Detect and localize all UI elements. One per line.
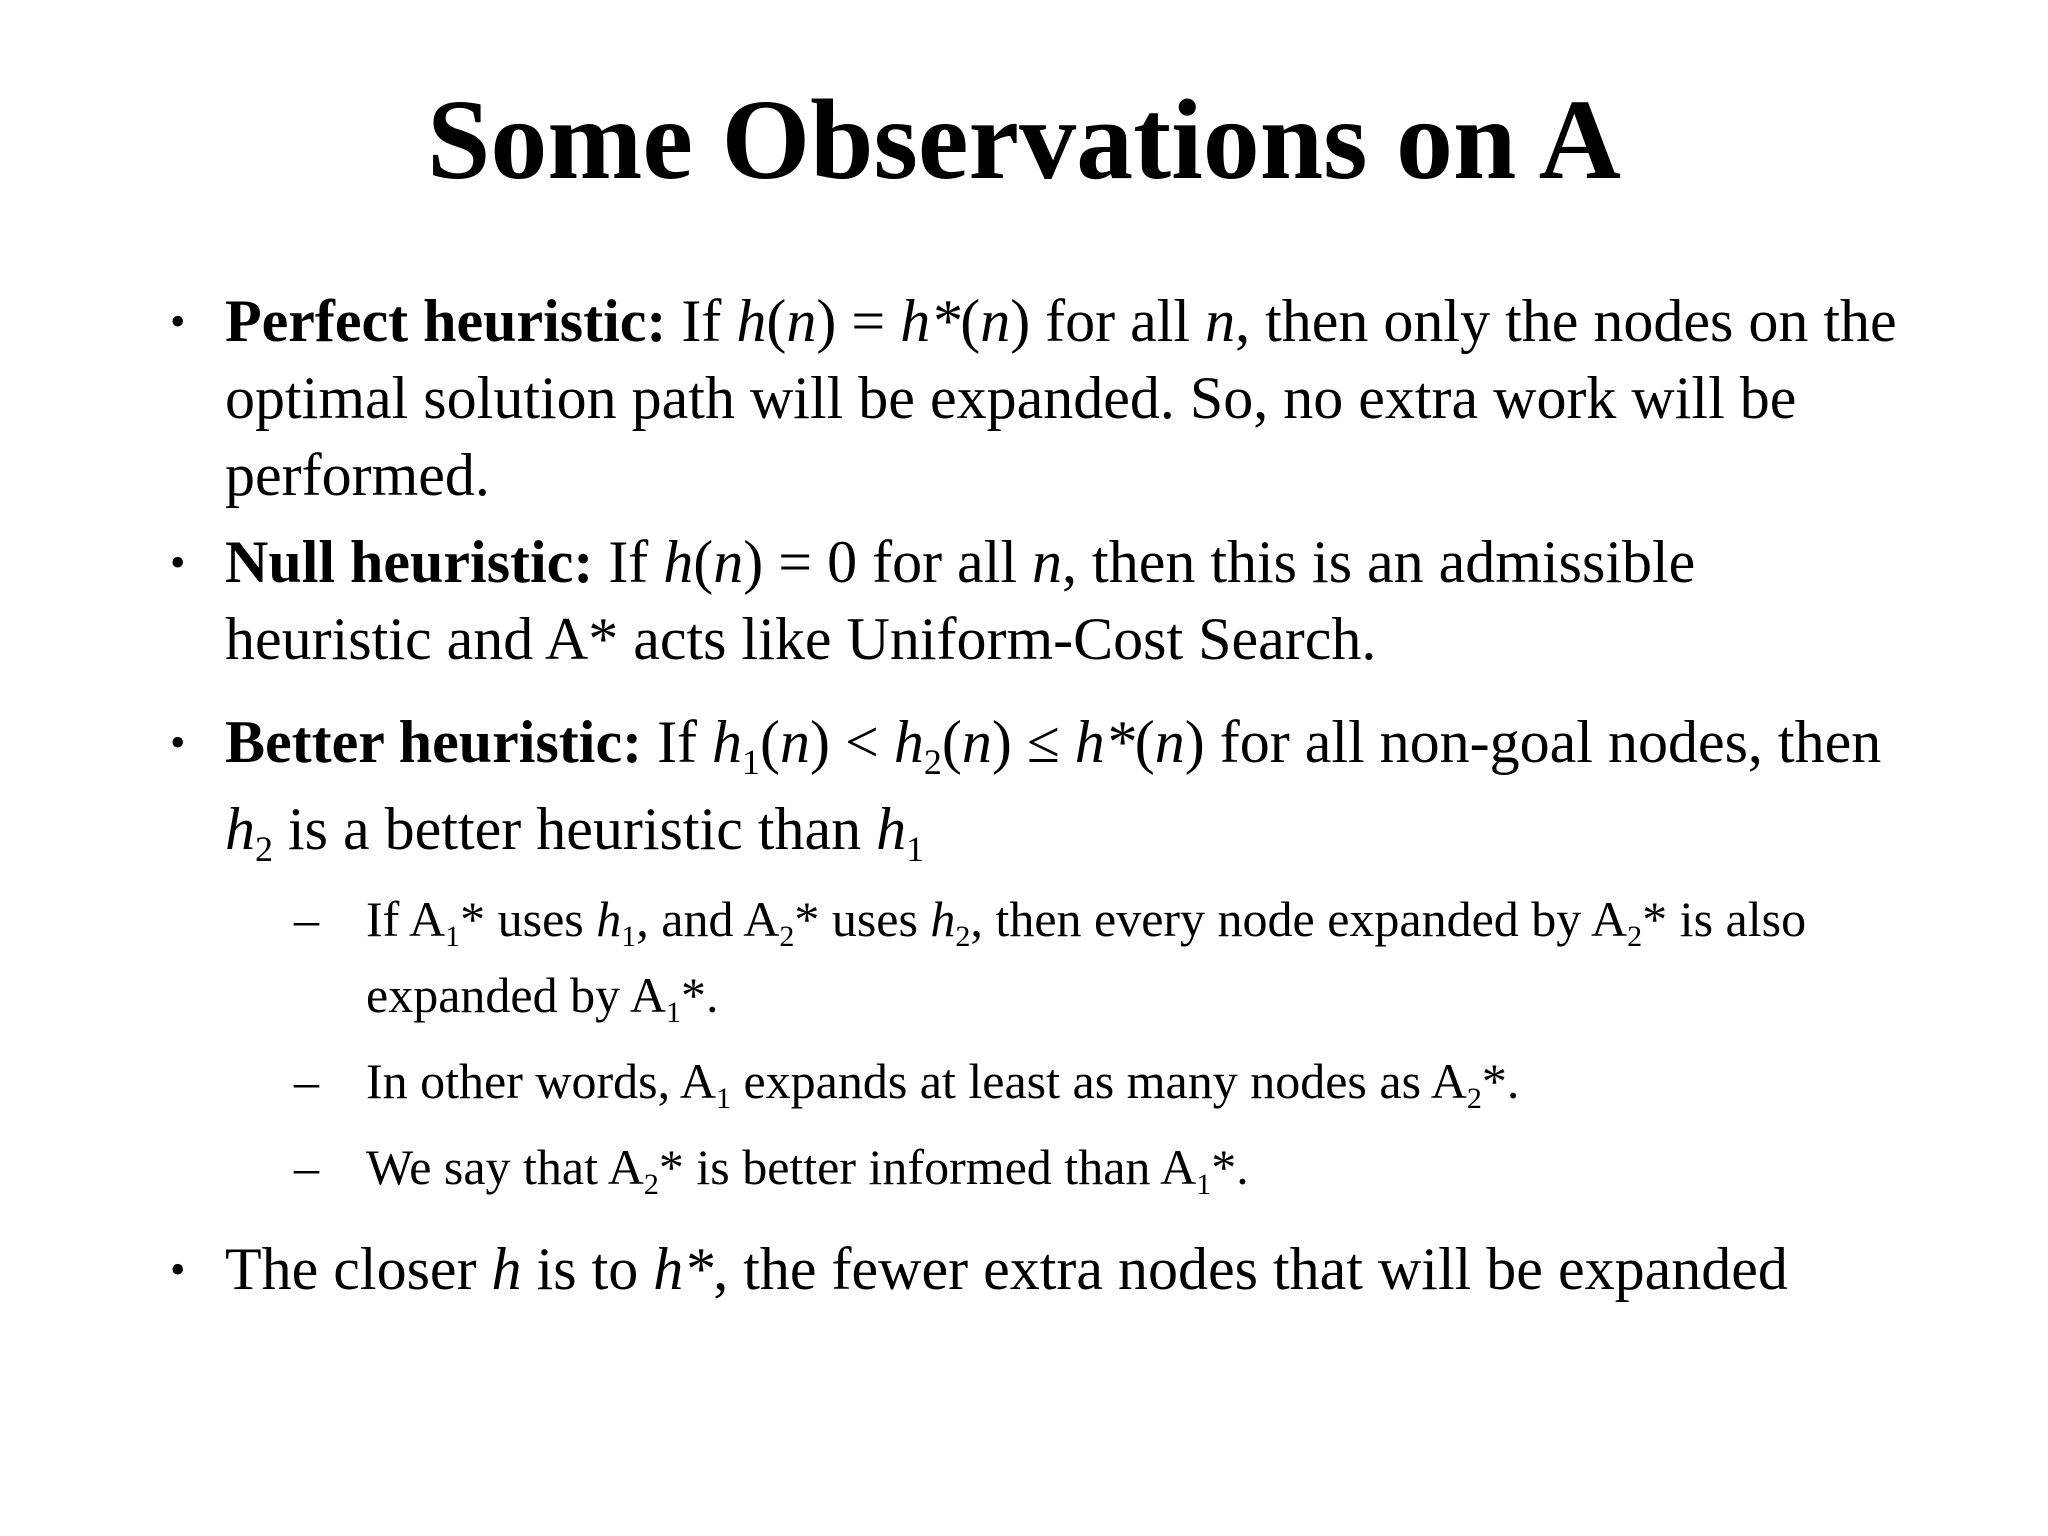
subscript: 1 (906, 828, 925, 869)
text: * is better informed than A (658, 1139, 1197, 1195)
text: If (593, 529, 664, 595)
sub-bullet-list (170, 881, 1910, 1205)
math-var: h (712, 709, 743, 775)
math-var: n (961, 709, 992, 775)
subscript: 2 (923, 741, 942, 782)
math-var: h* (900, 288, 961, 354)
text: ) = 0 for all (743, 529, 1033, 595)
text: ( (693, 529, 714, 595)
text: ( (1134, 709, 1155, 775)
text: expands at least as many nodes as A (730, 1053, 1467, 1109)
bullet-closer-heuristic (170, 1231, 1910, 1308)
text: * is also expanded by A (366, 891, 1807, 1023)
subscript: 2 (255, 828, 273, 869)
text: is to (521, 1236, 654, 1302)
text: If (642, 709, 713, 775)
bullet-label: Better heuristic: (225, 709, 643, 775)
bullet-dot: • (170, 538, 186, 587)
text: If (666, 288, 737, 354)
math-var: h (876, 796, 907, 862)
text: ( (960, 288, 981, 354)
bullet-dot: • (170, 1245, 186, 1294)
text: We say that A (366, 1139, 644, 1195)
math-var: h* (1074, 709, 1135, 775)
text: * uses (460, 891, 597, 947)
dash-marker: – (294, 1139, 319, 1195)
math-var: n (780, 709, 811, 775)
text: ) for all non-goal nodes, then (1184, 709, 1882, 775)
bullet-perfect-heuristic (170, 283, 1910, 514)
subscript: 2 (779, 919, 795, 953)
subscript: 1 (621, 919, 637, 953)
text: ) ≤ (991, 709, 1075, 775)
text: ( (766, 288, 787, 354)
text: , then this is an admissible heuristic and A* acts like Uniform-Cost Search. (225, 529, 1696, 672)
text: *. (680, 967, 719, 1023)
text: * uses (794, 891, 931, 947)
subscript: 1 (445, 919, 461, 953)
dash-marker: – (294, 1053, 319, 1109)
text: ( (760, 709, 781, 775)
text: *. (1481, 1053, 1520, 1109)
text: ) = (816, 288, 901, 354)
text: In other words, A (366, 1053, 716, 1109)
sub-bullet-other-words (294, 1043, 1910, 1119)
bullet-label: Null heuristic: (225, 529, 594, 595)
text: , and A (636, 891, 780, 947)
bullet-null-heuristic (170, 524, 1910, 678)
math-var: h (225, 796, 255, 862)
subscript: 2 (955, 919, 971, 953)
bullet-dot: • (170, 718, 186, 767)
subscript: 1 (665, 995, 681, 1029)
text: ) < (810, 709, 894, 775)
text: , then only the nodes on the optimal solution path will be expanded. So, no extra work will be performed. (225, 288, 1897, 508)
subscript: 1 (715, 1081, 731, 1115)
math-var: n (786, 288, 817, 354)
math-var: n (980, 288, 1011, 354)
math-var: h (491, 1236, 522, 1302)
text: ( (941, 709, 962, 775)
math-var: h (893, 709, 924, 775)
math-var: n (1205, 288, 1236, 354)
text: , then every node expanded by A (970, 891, 1628, 947)
math-var: h (596, 891, 622, 947)
bullet-better-heuristic (170, 699, 1910, 873)
math-var: h (736, 288, 767, 354)
math-var: h (663, 529, 694, 595)
subscript: 2 (1466, 1081, 1482, 1115)
sub-bullet-better-informed (294, 1129, 1910, 1205)
math-var: n (1154, 709, 1185, 775)
text: ) for all (1010, 288, 1206, 354)
text: is a better heuristic than (273, 796, 877, 862)
bullet-label: Perfect heuristic: (225, 288, 667, 354)
bullet-list (170, 283, 1910, 1308)
subscript: 1 (742, 741, 761, 782)
dash-marker: – (294, 891, 319, 947)
math-var: h (930, 891, 956, 947)
slide-title: Some Observations on A (427, 76, 1621, 203)
text: The closer (225, 1236, 492, 1302)
text: If A (366, 891, 446, 947)
bullet-dot: • (170, 297, 186, 346)
subscript: 1 (1196, 1167, 1212, 1201)
math-var: h* (653, 1236, 714, 1302)
subscript: 2 (643, 1167, 659, 1201)
text: , the fewer extra nodes that will be expanded (713, 1236, 1788, 1302)
text: *. (1211, 1139, 1249, 1195)
sub-bullet-expansion (294, 881, 1910, 1033)
subscript: 2 (1627, 919, 1643, 953)
math-var: n (1032, 529, 1063, 595)
math-var: n (713, 529, 744, 595)
